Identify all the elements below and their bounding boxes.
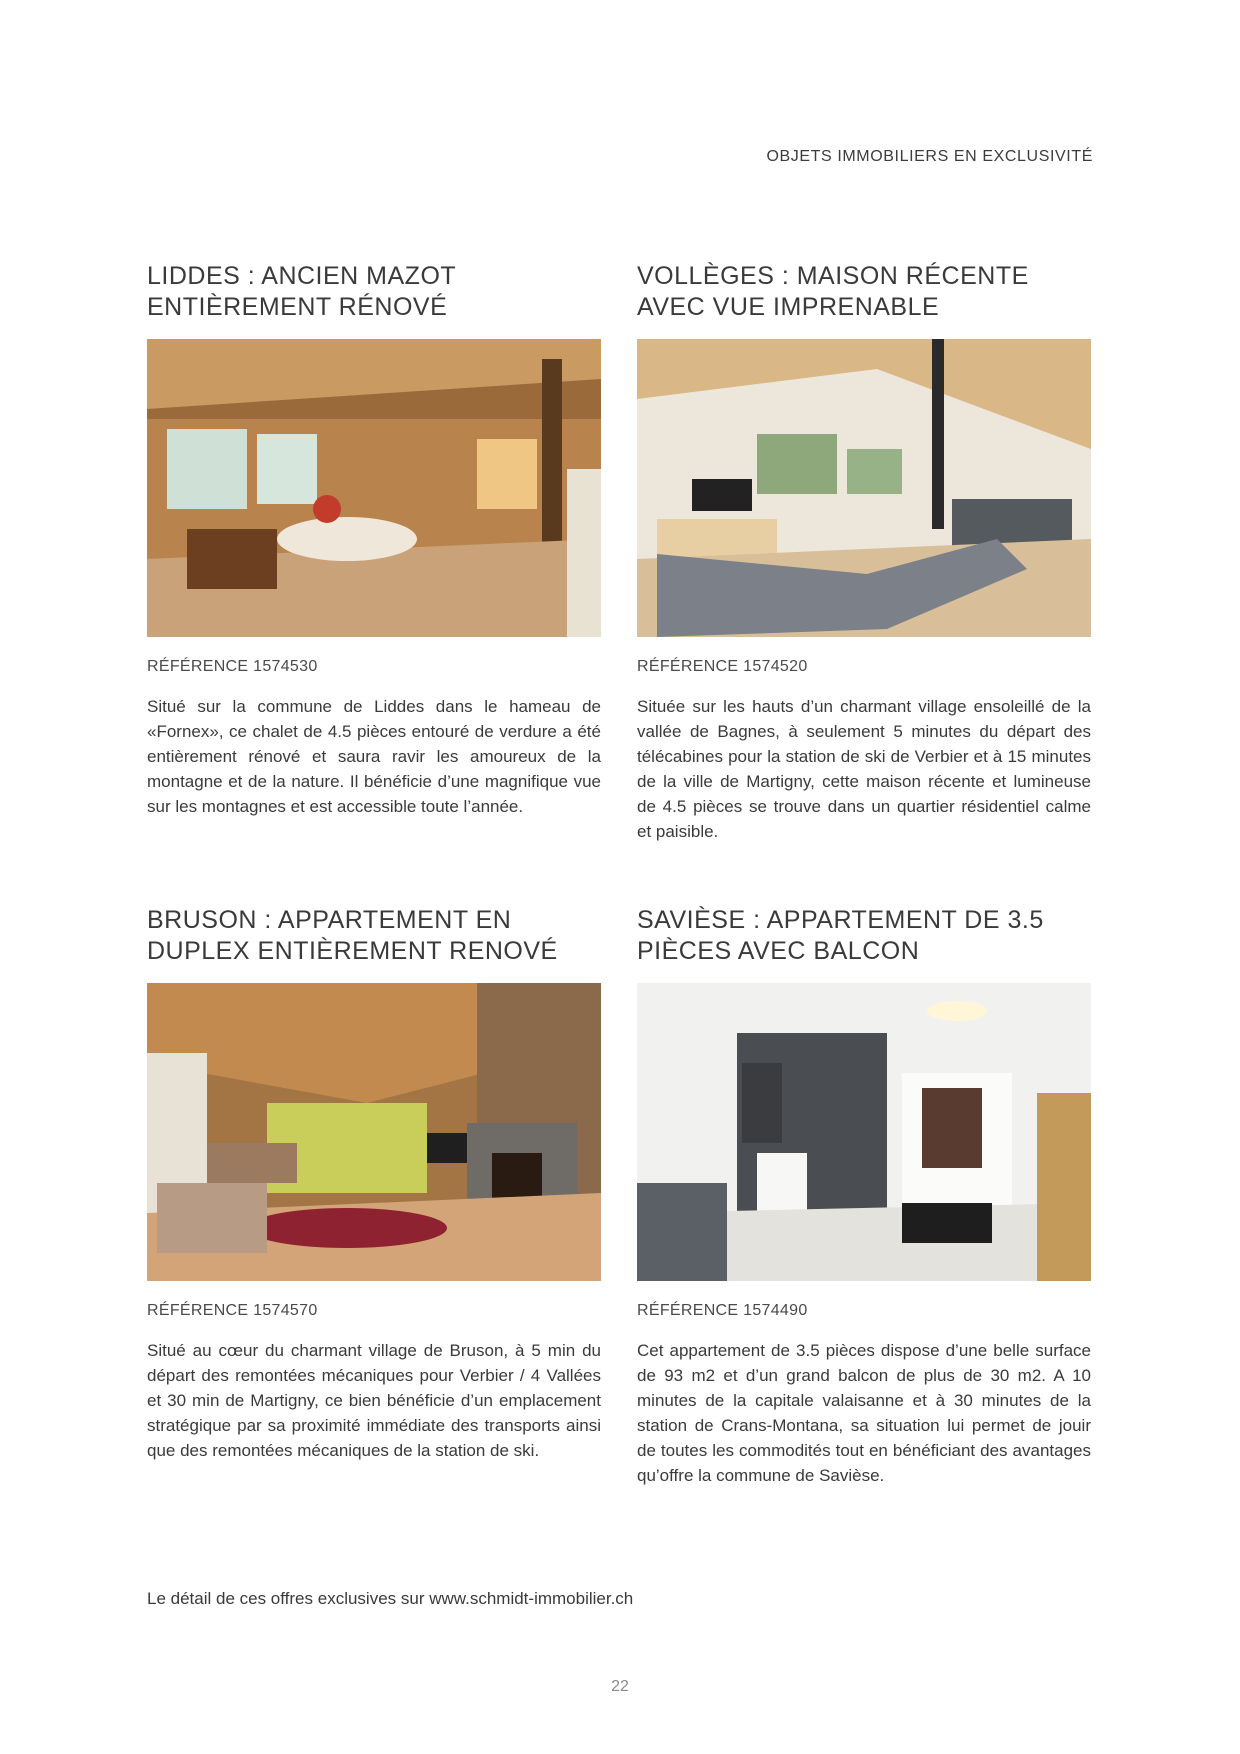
listing-photo xyxy=(637,983,1091,1281)
listing-card-saviese xyxy=(637,905,1091,1485)
listing-title: BRUSON : APPARTEMENT EN DUPLEX ENTIÈREMENT RENOVÉ xyxy=(147,906,558,965)
listing-title: VOLLÈGES : MAISON RÉCENTE AVEC VUE IMPRENABLE xyxy=(637,262,1029,321)
listing-photo xyxy=(147,339,601,637)
website-link[interactable]: Le détail de ces offres exclusives sur www.schmidt-immobilier.ch xyxy=(147,1589,634,1608)
listing-description: Situé au cœur du charmant village de Bruson, à 5 min du départ des remontées mécaniques pour Verbier / 4 Vallées et 30 min de Martigny, ce bien bénéficie d’un emplacement stratégique par sa proximité immédiate des transports ainsi que des remontées mécaniques de la station de ski. xyxy=(147,1341,601,1460)
listing-card-liddes xyxy=(147,261,601,816)
listing-description: Cet appartement de 3.5 pièces dispose d’une belle surface de 93 m2 et d’un grand balcon de plus de 30 m2. A 10 minutes de la capitale valaisanne et à 30 minutes de la station de Crans-Montana, sa situation lui permet de jouir de toutes les commodités tout en bénéficiant des avantages qu’offre la commune de Savièse. xyxy=(637,1341,1091,1485)
listing-photo xyxy=(637,339,1091,637)
page-number: 22 xyxy=(611,1678,629,1695)
listing-description: Située sur les hauts d’un charmant village ensoleillé de la vallée de Bagnes, à seulement 5 minutes du départ des télécabines pour la station de ski de Verbier et à 15 minutes de la ville de Martigny, cette maison récente et lumineuse de 4.5 pièces se trouve dans un quartier résidentiel calme et paisible. xyxy=(637,697,1091,841)
listing-description: Situé sur la commune de Liddes dans le hameau de «Fornex», ce chalet de 4.5 pièces entouré de verdure a été entièrement rénové et saura ravir les amoureux de la montagne et de la nature. Il bénéficie d’une magnifique vue sur les montagnes et est accessible toute l’année. xyxy=(147,697,601,816)
listing-title: SAVIÈSE : APPARTEMENT DE 3.5 PIÈCES AVEC BALCON xyxy=(637,906,1044,965)
listing-reference: RÉFÉRENCE 1574530 xyxy=(147,658,318,675)
listing-card-volleges xyxy=(637,261,1091,841)
listing-reference: RÉFÉRENCE 1574490 xyxy=(637,1302,808,1319)
listing-photo xyxy=(147,983,601,1281)
listing-title: LIDDES : ANCIEN MAZOT ENTIÈREMENT RÉNOVÉ xyxy=(147,262,456,321)
listing-card-bruson xyxy=(147,905,601,1460)
listing-reference: RÉFÉRENCE 1574520 xyxy=(637,658,808,675)
section-title: OBJETS IMMOBILIERS EN EXCLUSIVITÉ xyxy=(766,148,1093,165)
listing-reference: RÉFÉRENCE 1574570 xyxy=(147,1302,318,1319)
